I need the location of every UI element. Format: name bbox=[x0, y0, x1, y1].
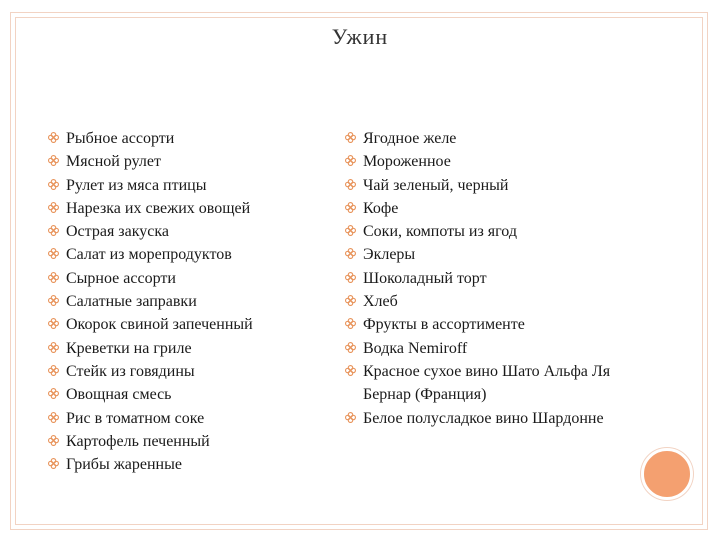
flower-bullet-icon bbox=[48, 202, 59, 213]
menu-item bbox=[48, 407, 338, 430]
menu-item bbox=[345, 243, 645, 266]
left-menu-list bbox=[48, 127, 338, 476]
menu-item-text: Креветки на гриле bbox=[66, 339, 192, 357]
menu-item bbox=[345, 150, 645, 173]
flower-bullet-icon bbox=[345, 202, 356, 213]
menu-item bbox=[345, 290, 645, 313]
menu-item-text: Белое полусладкое вино Шардонне bbox=[363, 409, 604, 427]
flower-bullet-icon bbox=[48, 132, 59, 143]
menu-item-text: Окорок свиной запеченный bbox=[66, 316, 253, 334]
flower-bullet-icon bbox=[345, 225, 356, 236]
menu-item bbox=[48, 174, 338, 197]
flower-bullet-icon bbox=[48, 412, 59, 423]
flower-bullet-icon bbox=[345, 132, 356, 143]
menu-item bbox=[345, 127, 645, 150]
flower-bullet-icon bbox=[48, 435, 59, 446]
menu-item-text: Красное сухое вино Шато Альфа Ля Бернар (Франция) bbox=[363, 362, 611, 404]
flower-bullet-icon bbox=[48, 179, 59, 190]
menu-item bbox=[48, 337, 338, 360]
flower-bullet-icon bbox=[345, 248, 356, 259]
menu-item bbox=[48, 267, 338, 290]
menu-item bbox=[48, 360, 338, 383]
flower-bullet-icon bbox=[48, 388, 59, 399]
menu-item-text: Водка Nemiroff bbox=[363, 339, 468, 357]
menu-item-text: Нарезка их свежих овощей bbox=[66, 199, 251, 217]
menu-item-text: Ягодное желе bbox=[363, 130, 457, 147]
flower-bullet-icon bbox=[48, 248, 59, 259]
menu-item-text: Хлеб bbox=[363, 293, 398, 311]
decorative-circle bbox=[641, 448, 693, 500]
menu-item bbox=[48, 197, 338, 220]
flower-bullet-icon bbox=[48, 318, 59, 329]
menu-item bbox=[48, 430, 338, 453]
menu-item-text: Рулет из мяса птицы bbox=[66, 176, 207, 194]
menu-item bbox=[345, 197, 645, 220]
flower-bullet-icon bbox=[345, 295, 356, 306]
flower-bullet-icon bbox=[345, 179, 356, 190]
menu-item-text: Салат из морепродуктов bbox=[66, 246, 232, 264]
menu-item-text: Салатные заправки bbox=[66, 293, 197, 311]
menu-item bbox=[345, 220, 645, 243]
menu-item bbox=[48, 150, 338, 173]
flower-bullet-icon bbox=[48, 272, 59, 283]
menu-item-text: Рыбное ассорти bbox=[66, 130, 175, 147]
menu-item-text: Грибы жаренные bbox=[66, 456, 182, 474]
right-menu-list bbox=[345, 127, 645, 430]
menu-item-text: Стейк из говядины bbox=[66, 362, 195, 380]
menu-item bbox=[345, 313, 645, 336]
menu-item bbox=[48, 220, 338, 243]
flower-bullet-icon bbox=[345, 272, 356, 283]
menu-item bbox=[345, 337, 645, 360]
menu-item-text: Мясной рулет bbox=[66, 153, 161, 171]
menu-item-text: Острая закуска bbox=[66, 223, 170, 241]
menu-item-text: Сырное ассорти bbox=[66, 269, 176, 287]
flower-bullet-icon bbox=[345, 318, 356, 329]
menu-item-text: Картофель печенный bbox=[66, 432, 210, 450]
menu-item-text: Кофе bbox=[363, 199, 399, 217]
flower-bullet-icon bbox=[48, 295, 59, 306]
flower-bullet-icon bbox=[345, 155, 356, 166]
slide-title: Ужин bbox=[331, 24, 389, 49]
flower-bullet-icon bbox=[48, 155, 59, 166]
menu-item-text: Эклеры bbox=[363, 246, 416, 264]
menu-item-text: Овощная смесь bbox=[66, 386, 172, 404]
menu-item-text: Соки, компоты из ягод bbox=[363, 223, 517, 241]
menu-item bbox=[48, 290, 338, 313]
flower-bullet-icon bbox=[48, 342, 59, 353]
menu-item bbox=[345, 267, 645, 290]
menu-item-text: Шоколадный торт bbox=[363, 269, 487, 287]
flower-bullet-icon bbox=[345, 365, 356, 376]
menu-item-text: Мороженное bbox=[363, 153, 451, 171]
menu-item bbox=[345, 174, 645, 197]
menu-item bbox=[345, 360, 645, 407]
menu-item bbox=[48, 127, 338, 150]
menu-item-text: Рис в томатном соке bbox=[66, 409, 205, 427]
menu-item bbox=[345, 407, 645, 430]
menu-item-text: Фрукты в ассортименте bbox=[363, 316, 525, 334]
menu-item-text: Чай зеленый, черный bbox=[363, 176, 509, 194]
flower-bullet-icon bbox=[48, 458, 59, 469]
flower-bullet-icon bbox=[48, 225, 59, 236]
flower-bullet-icon bbox=[345, 342, 356, 353]
menu-item bbox=[48, 313, 338, 336]
flower-bullet-icon bbox=[48, 365, 59, 376]
flower-bullet-icon bbox=[345, 412, 356, 423]
menu-item bbox=[48, 243, 338, 266]
menu-item bbox=[48, 453, 338, 476]
menu-item bbox=[48, 383, 338, 406]
